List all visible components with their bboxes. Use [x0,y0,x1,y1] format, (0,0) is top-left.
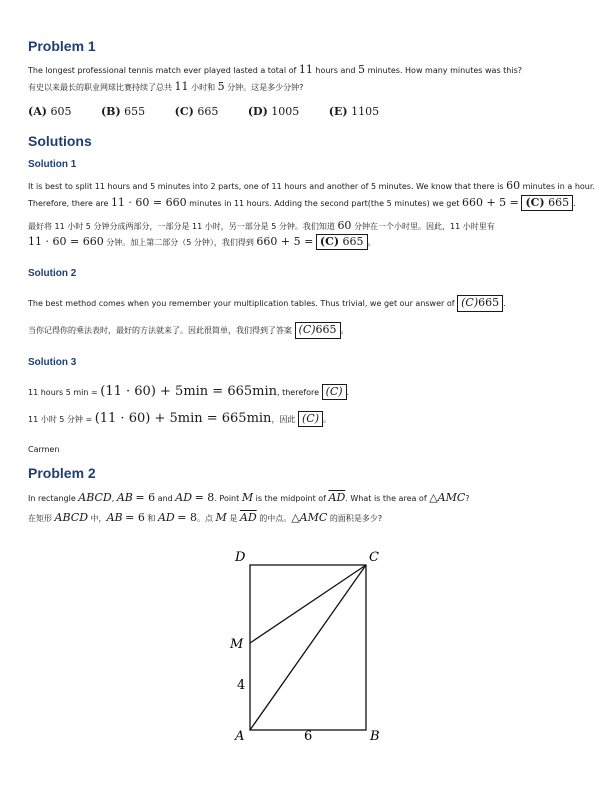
solution2-en: The best method comes when you remember your multiplication tables. Thus trivial, we get our answer of (C)665 . [28,295,590,312]
solution2-title: Solution 2 [28,268,77,279]
solutions-title: Solutions [28,133,92,149]
label-a: A [235,729,245,744]
label-d: D [235,550,246,565]
choice-b: (B) 655 [100,105,146,118]
choice-a: (A) 605 [28,105,72,118]
solution1-title: Solution 1 [28,159,77,170]
segment-ac [250,565,366,730]
problem1-title: Problem 1 [28,38,96,54]
label-side-am: 4 [237,678,246,693]
label-b: B [370,729,380,744]
solution3-title: Solution 3 [28,357,77,368]
problem2-text-zh: 在矩形 ABCD 中，AB = 6 和 AD = 8。点 M 是 $\overline{AD}$ 的中点。△AMC 的面积是多少? [28,511,383,524]
solution2-zh: 当你记得你的乘法表时，最好的方法就来了。因此很简单，我们得到了答案 (C)665 。 [28,322,590,339]
rectangle-figure [225,545,385,745]
solution1-zh-line2: 11 · 60 = 660 分钟。加上第二部分（5 分钟），我们得到 660 + 5 = (C) 665 。 [28,235,376,248]
solution1-en-line2: Therefore, there are 11 · 60 = 660 minutes in 11 hours. Adding the second part(the 5 minutes) we get 660 + 5 = (C) 665 . [28,196,576,209]
solution3-zh: 11 小时 5 分钟 = (11 · 60) + 5min = 665min，因此 (C) 。 [28,411,331,426]
solution3-en: 11 hours 5 min = (11 · 60) + 5min = 665min, therefore (C) . [28,384,350,399]
problem1-text-zh: 有史以来最长的职业网球比赛持续了总共 11 小时和 5 分钟。这是多少分钟? [28,80,304,93]
problem2-text-en: In rectangle ABCD, AB = 6 and AD = 8. Point M is the midpoint of $\overline{AD}$. What is the area of △AMC? [28,491,470,504]
label-side-ab: 6 [304,729,313,744]
problem2-title: Problem 2 [28,465,96,481]
choice-d: (D) 1005 [247,105,300,118]
solution1-en-line1: It is best to split 11 hours and 5 minutes into 2 parts, one of 11 hours and another of 5 minutes. We know that there is 60 minutes in a hour. [28,179,595,192]
author-name: Carmen [28,445,60,454]
label-c: C [369,550,379,565]
label-m: M [230,637,244,652]
choice-e: (E) 1105 [328,105,380,118]
solution1-zh-line1: 最好将 11 小时 5 分钟分成两部分，一部分是 11 小时，另一部分是 5 分钟。我们知道 60 分钟在一个小时里。因此，11 小时里有 [28,219,495,232]
problem1-choices [28,105,405,118]
choice-c: (C) 665 [174,105,219,118]
segment-mc [250,565,366,643]
problem1-text-en: The longest professional tennis match ever played lasted a total of 11 hours and 5 minutes. How many minutes was this? [28,63,523,76]
